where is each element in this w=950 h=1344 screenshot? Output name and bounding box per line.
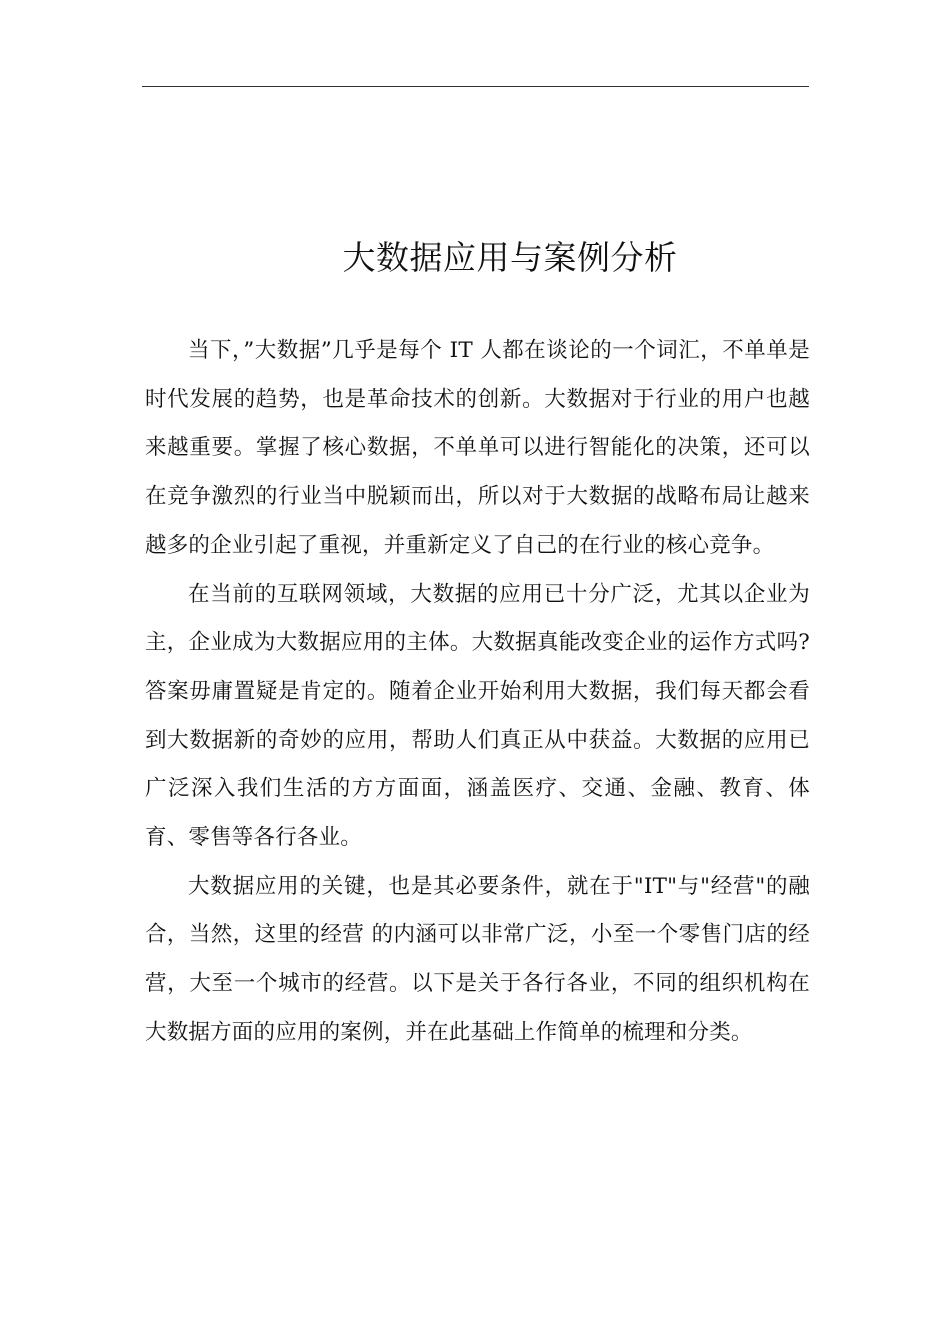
paragraph-3: 大数据应用的关键，也是其必要条件，就在于"IT"与"经营"的融合，当然，这里的经营 的内涵可以非常广泛，小至一个零售门店的经营，大至一个城市的经营。以下是关于各行各业，不同的组织机构在大数据方面的应用的案例，并在此基础上作简单的梳理和分类。 [145, 873, 810, 1045]
header-rule [142, 86, 809, 87]
document-body [145, 327, 810, 1058]
paragraph-2: 在当前的互联网领域，大数据的应用已十分广泛，尤其以企业为主，企业成为大数据应用的主体。大数据真能改变企业的运作方式吗?答案毋庸置疑是肯定的。随着企业开始利用大数据，我们每天都会看到大数据新的奇妙的应用，帮助人们真正从中获益。大数据的应用已广泛深入我们生活的方方面面，涵盖医疗、交通、金融、教育、体育、零售等各行各业。 [145, 581, 810, 851]
document-title: 大数据应用与案例分析 [342, 238, 678, 277]
paragraph-1: 当下，”大数据”几乎是每个 IT 人都在谈论的一个词汇，不单单是时代发展的趋势，也是革命技术的创新。大数据对于行业的用户也越来越重要。掌握了核心数据，不单单可以进行智能化的决策，还可以在竞争激烈的行业当中脱颖而出，所以对于大数据的战略布局让越来越多的企业引起了重视，并重新定义了自己的在行业的核心竞争。 [145, 338, 810, 558]
